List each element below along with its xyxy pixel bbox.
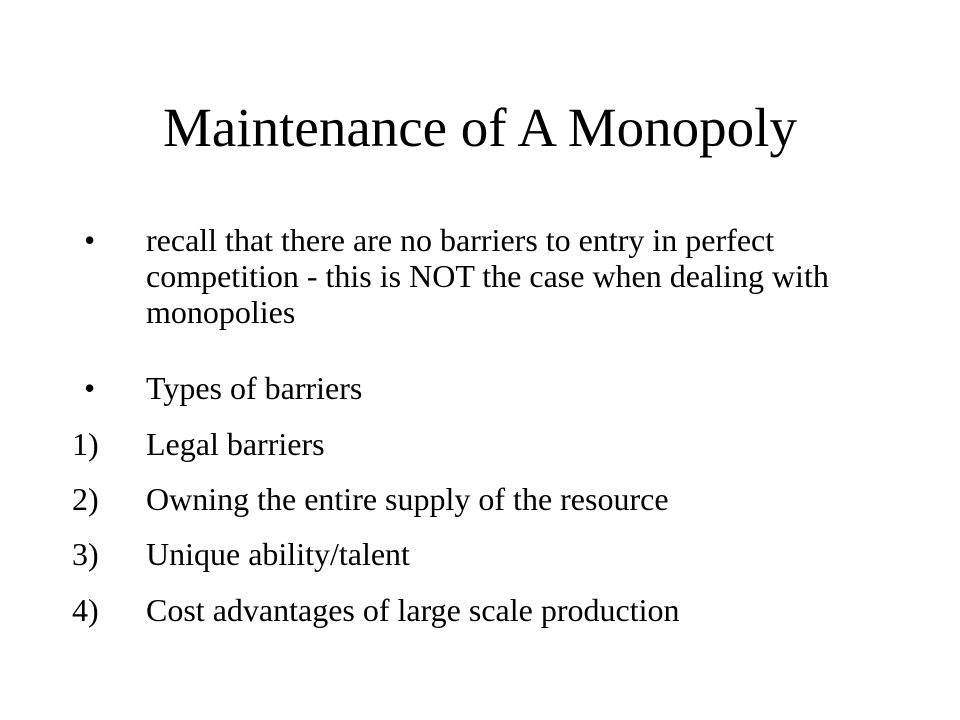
number-marker: 2) — [72, 481, 99, 517]
number-marker: 1) — [72, 426, 99, 462]
list-item-supply — [72, 481, 892, 517]
list-item-legal — [72, 426, 892, 462]
bullet-marker: • — [84, 222, 96, 258]
list-item-types — [72, 370, 892, 406]
list-item-scale — [72, 592, 892, 628]
list-item-text: Legal barriers — [146, 426, 325, 462]
bullet-marker: • — [84, 370, 96, 406]
list-item-recall — [72, 222, 892, 330]
number-marker: 4) — [72, 592, 99, 628]
list-item-text: recall that there are no barriers to entry in perfect competition - this is NOT the case when dealing with monopolies — [146, 222, 829, 330]
list-item-talent — [72, 536, 892, 572]
list-item-text: Owning the entire supply of the resource — [146, 481, 669, 517]
number-marker: 3) — [72, 536, 99, 572]
slide-title: Maintenance of A Monopoly — [163, 97, 797, 158]
list-item-text: Types of barriers — [146, 370, 363, 406]
list-item-text: Unique ability/talent — [146, 536, 410, 572]
list-item-text: Cost advantages of large scale production — [146, 592, 680, 628]
